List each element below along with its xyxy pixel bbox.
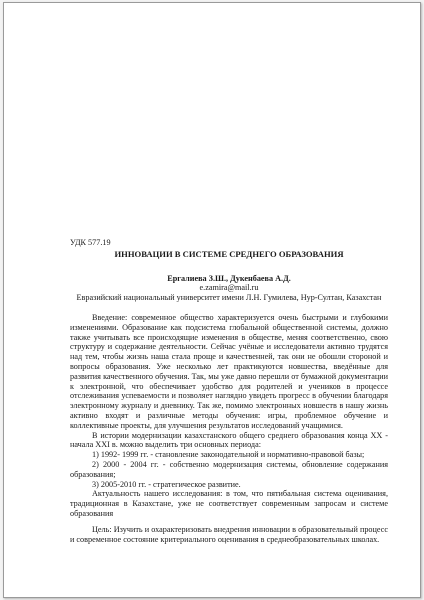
udk-code: УДК 577.19 <box>70 238 111 247</box>
relevance-paragraph: Актуальность нашего исследования: в том, что пятибальная система оценивания, традиционная в Казахстане, уже не соответствует современным запросам и системе образования <box>70 489 388 518</box>
affiliation: Евразийский национальный университет имени Л.Н. Гумилева, Нур-Султан, Казахстан <box>76 293 382 303</box>
article-title: ИННОВАЦИИ В СИСТЕМЕ СРЕДНЕГО ОБРАЗОВАНИЯ <box>114 248 344 259</box>
author-email: e.zamira@mail.ru <box>199 283 259 293</box>
goal-paragraph: Цель: Изучить и охарактеризовать внедрения инновации в образовательный процесс и современное состояние критериального оценивания в среднеобразовательных школах. <box>70 524 388 544</box>
history-paragraph: В истории модернизации казахстанского общего среднего образования конца XX - начала XXI в. можно выделить три основных периода: <box>70 430 388 450</box>
intro-paragraph: Введение: современное общество характеризуется очень быстрыми и глубокими изменениями. Образование как подсистема глобальной общественной системы, должно также учитывать все происходящие изменения в обществе, меняя соответственно, свою структуру и содержание деятельности. Сейчас учёные и исследователи активно трудятся над тем, чтобы жизнь наша стала проще и качественней, так они не обошли стороной и вопросы образования. Уже несколько лет практикуются новшества, введённые для развития качественного обучения. Так, мы уже давно перешли от бумажной документации к электронной, что обеспечивает удобство для родителей и учеников в процессе отслеживания успеваемости и позволяет наглядно увидеть прогресс в обучении благодаря электронному журналу и дневнику. Так же, помимо электронных новшеств в нашу жизнь активно входят и различные методы обучения: игры, проблемное обучение и коллективные проекты, для улучшения результатов исследований учащимися. <box>70 312 388 430</box>
document-page <box>3 2 421 598</box>
authors: Ергалиева З.Ш., Дукенбаева А.Д. <box>167 273 291 283</box>
period-1: 1) 1992- 1999 гг. - становление законодательной и нормативно-правовой базы; <box>92 450 365 460</box>
page-content <box>70 238 388 544</box>
period-2: 2) 2000 - 2004 гг. - собственно модернизация системы, обновление содержания образования; <box>70 459 388 479</box>
period-3: 3) 2005-2010 гг. - стратегическое развитие. <box>92 479 241 489</box>
